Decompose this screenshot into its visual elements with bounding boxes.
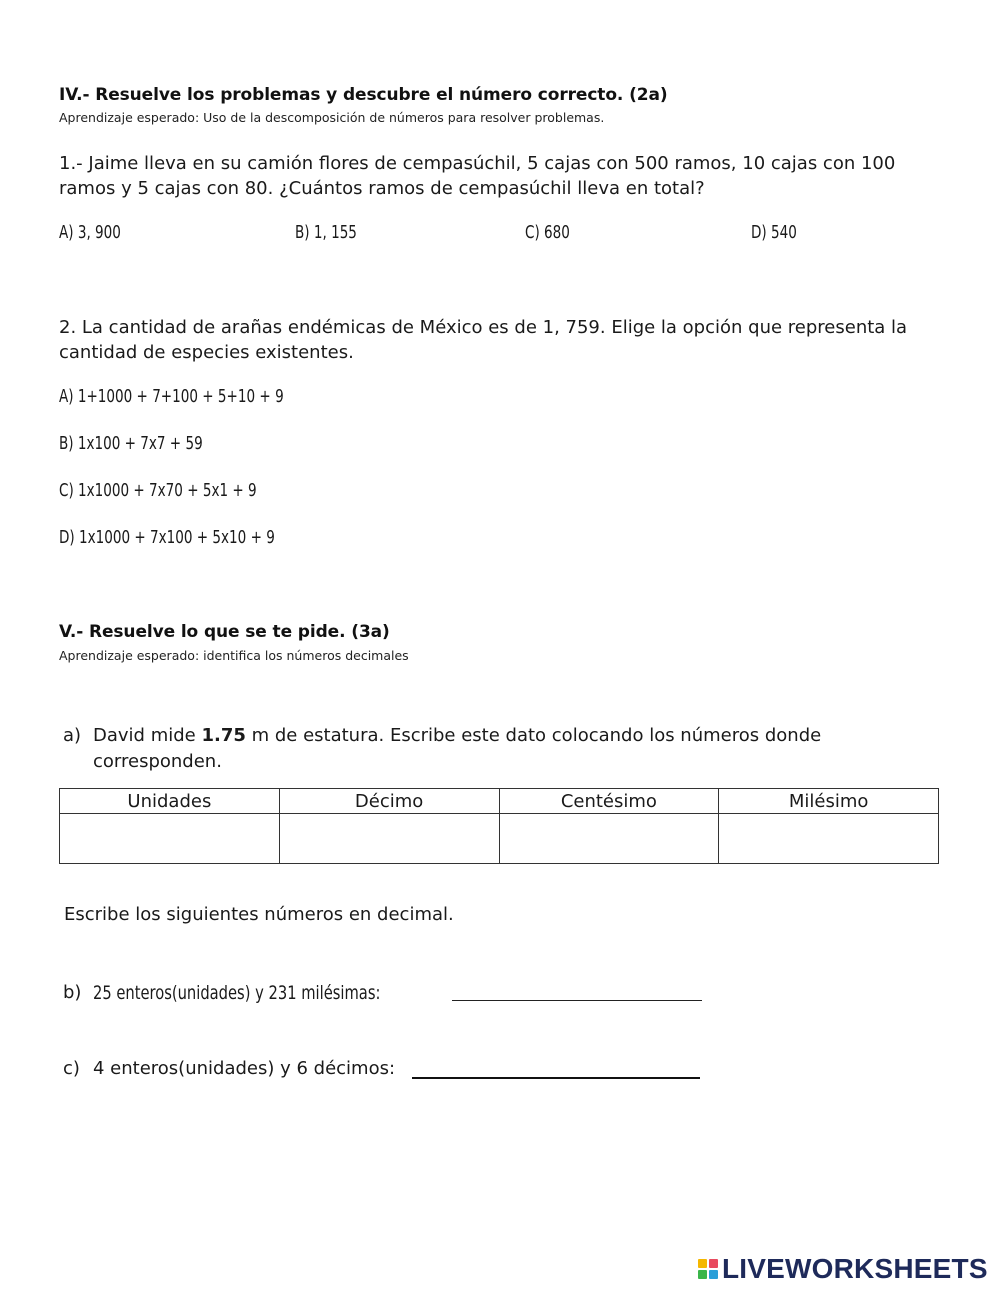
place-value-table <box>59 788 939 864</box>
liveworksheets-logo <box>698 1253 988 1285</box>
decimal-instruction: Escribe los siguientes números en decimal. <box>64 904 454 925</box>
item-a-text-after: m de estatura. Escribe este dato colocando los números donde corresponden. <box>93 725 822 772</box>
item-a-letter: a) <box>63 725 82 746</box>
q2-option-b[interactable]: B) 1x100 + 7x7 + 59 <box>59 434 203 454</box>
logo-square-2 <box>709 1259 718 1268</box>
answer-cell-unidades[interactable] <box>60 814 280 864</box>
liveworksheets-logo-icon <box>698 1259 718 1279</box>
q1-option-c[interactable]: C) 680 <box>525 223 570 243</box>
item-a-height-value: 1.75 <box>201 725 246 746</box>
section-4-title: IV.- Resuelve los problemas y descubre el número correcto. (2a) <box>59 85 668 105</box>
item-b-answer-line[interactable] <box>452 986 702 1001</box>
q1-option-a[interactable]: A) 3, 900 <box>59 223 121 243</box>
header-centesimo: Centésimo <box>499 789 719 814</box>
item-c-letter: c) <box>63 1058 80 1079</box>
item-b-text: 25 enteros(unidades) y 231 milésimas: <box>93 982 381 1004</box>
logo-square-1 <box>698 1259 707 1268</box>
question-2-text: 2. La cantidad de arañas endémicas de México es de 1, 759. Elige la opción que representa la cantidad de especies existentes. <box>59 317 908 363</box>
section-5-title: V.- Resuelve lo que se te pide. (3a) <box>59 622 390 642</box>
header-decimo: Décimo <box>279 789 499 814</box>
header-unidades: Unidades <box>60 789 280 814</box>
header-milesimo: Milésimo <box>719 789 939 814</box>
item-b-letter: b) <box>63 982 82 1003</box>
item-a-text <box>93 723 883 775</box>
liveworksheets-logo-text: LIVEWORKSHEETS <box>722 1253 988 1284</box>
answer-cell-milesimo[interactable] <box>719 814 939 864</box>
section-5-subtitle: Aprendizaje esperado: identifica los números decimales <box>59 648 409 663</box>
item-a-text-before: David mide <box>93 725 202 746</box>
place-value-header-row <box>60 789 939 814</box>
logo-square-4 <box>709 1270 718 1279</box>
q1-option-b[interactable]: B) 1, 155 <box>295 223 357 243</box>
item-c-answer-line[interactable] <box>412 1063 700 1079</box>
q1-option-d[interactable]: D) 540 <box>751 223 797 243</box>
place-value-answer-row <box>60 814 939 864</box>
q2-option-d[interactable]: D) 1x1000 + 7x100 + 5x10 + 9 <box>59 528 275 548</box>
item-c-text: 4 enteros(unidades) y 6 décimos: <box>93 1058 396 1079</box>
answer-cell-decimo[interactable] <box>279 814 499 864</box>
section-4-subtitle: Aprendizaje esperado: Uso de la descomposición de números para resolver problemas. <box>59 110 605 125</box>
logo-square-3 <box>698 1270 707 1279</box>
q2-option-a[interactable]: A) 1+1000 + 7+100 + 5+10 + 9 <box>59 387 284 407</box>
q2-option-c[interactable]: C) 1x1000 + 7x70 + 5x1 + 9 <box>59 481 257 501</box>
answer-cell-centesimo[interactable] <box>499 814 719 864</box>
question-1-text: 1.- Jaime lleva en su camión flores de cempasúchil, 5 cajas con 500 ramos, 10 cajas con 100 ramos y 5 cajas con 80. ¿Cuántos ramos de cempasúchil lleva en total? <box>59 153 896 199</box>
